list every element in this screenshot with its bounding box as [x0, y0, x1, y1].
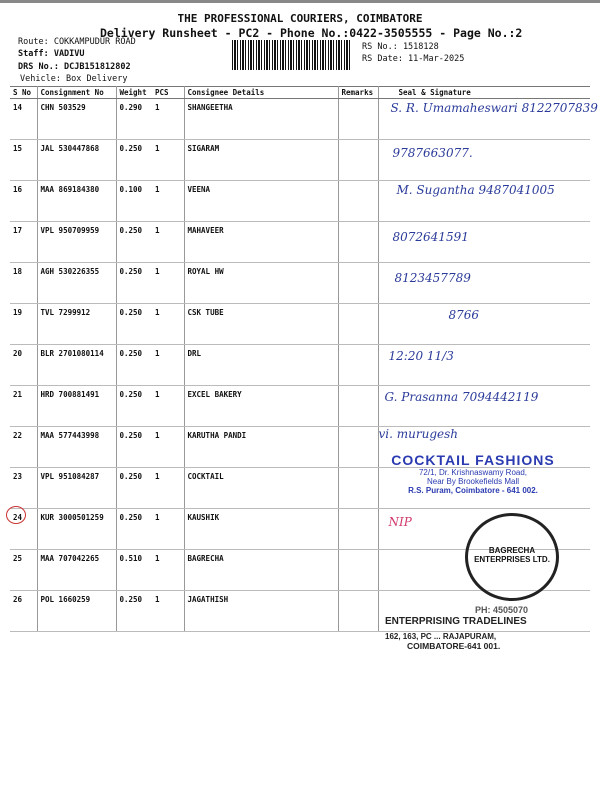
sno-cell: 24 [10, 509, 37, 550]
drs-no: DRS No.: DCJB151812802 [18, 62, 131, 72]
pcs-cell: 1 [152, 386, 184, 427]
table-row [10, 222, 590, 263]
col-seal: Seal & Signature [378, 87, 590, 99]
pcs-cell: 1 [152, 427, 184, 468]
seal-cell [378, 140, 590, 181]
stamp-address: 162, 163, PC ... RAJAPURAM, [385, 631, 497, 641]
pcs-cell: 1 [152, 509, 184, 550]
seal-cell [378, 181, 590, 222]
vehicle: Vehicle: Box Delivery [20, 74, 128, 84]
consignee-cell: KARUTHA PANDI [184, 427, 338, 468]
stamp-name: COCKTAIL FASHIONS [391, 452, 555, 468]
handwritten-signature: 9787663077. [392, 146, 473, 160]
col-sno: S No [10, 87, 37, 99]
remarks-cell [338, 468, 378, 509]
cocktail-stamp [378, 452, 568, 496]
consignment-no-cell: MAA 707042265 [37, 550, 116, 591]
remarks-cell [338, 99, 378, 140]
table-row [10, 140, 590, 181]
pcs-cell: 1 [152, 222, 184, 263]
table-row [10, 345, 590, 386]
col-consignee: Consignee Details [184, 87, 338, 99]
handwritten-signature: G. Prasanna 7094442119 [384, 390, 539, 404]
seal-cell [378, 222, 590, 263]
col-weight: Weight [116, 87, 152, 99]
sno-cell: 15 [10, 140, 37, 181]
consignee-cell: BAGRECHA [184, 550, 338, 591]
consignee-cell: SIGARAM [184, 140, 338, 181]
handwritten-signature: vi. murugesh [378, 427, 458, 441]
weight-cell: 0.250 [116, 140, 152, 181]
consignment-no-cell: JAL 530447868 [37, 140, 116, 181]
remarks-cell [338, 140, 378, 181]
consignment-no-cell: AGH 530226355 [37, 263, 116, 304]
weight-cell: 0.250 [116, 468, 152, 509]
consignment-no-cell: MAA 577443998 [37, 427, 116, 468]
pcs-cell: 1 [152, 99, 184, 140]
weight-cell: 0.100 [116, 181, 152, 222]
col-consignment: Consignment No [37, 87, 116, 99]
consignment-no-cell: VPL 950709959 [37, 222, 116, 263]
sno-cell: 26 [10, 591, 37, 632]
table-row [10, 386, 590, 427]
handwritten-circle [6, 506, 26, 524]
sno-cell: 23 [10, 468, 37, 509]
pcs-cell: 1 [152, 591, 184, 632]
remarks-cell [338, 263, 378, 304]
remarks-cell [338, 386, 378, 427]
sno-cell: 14 [10, 99, 37, 140]
stamp-address: COIMBATORE-641 001. [407, 641, 501, 652]
sno-cell: 16 [10, 181, 37, 222]
handwritten-signature: 8072641591 [392, 230, 469, 244]
consignment-no-cell: POL 1660259 [37, 591, 116, 632]
col-remarks: Remarks [338, 87, 378, 99]
weight-cell: 0.510 [116, 550, 152, 591]
weight-cell: 0.250 [116, 509, 152, 550]
pcs-cell: 1 [152, 181, 184, 222]
consignee-cell: VEENA [184, 181, 338, 222]
weight-cell: 0.250 [116, 591, 152, 632]
enterprising-stamp [385, 605, 528, 652]
consignment-no-cell: HRD 700881491 [37, 386, 116, 427]
seal-cell [378, 386, 590, 427]
remarks-cell [338, 427, 378, 468]
handwritten-signature: 8123457789 [394, 271, 471, 285]
sno-cell: 25 [10, 550, 37, 591]
remarks-cell [338, 345, 378, 386]
route: Route: COKKAMPUDUR ROAD [18, 37, 136, 47]
rs-date: RS Date: 11-Mar-2025 [362, 54, 465, 64]
pcs-cell: 1 [152, 550, 184, 591]
sno-cell: 21 [10, 386, 37, 427]
table-header [10, 87, 590, 99]
col-pcs: PCS [152, 87, 184, 99]
handwritten-signature: S. R. Umamaheswari 8122707839 [390, 101, 598, 115]
handwritten-signature: NIP [388, 515, 412, 529]
consignment-no-cell: CHN 503529 [37, 99, 116, 140]
seal-text: BAGRECHA ENTERPRISES LTD. [474, 546, 550, 564]
handwritten-signature: 8766 [448, 308, 480, 322]
consignee-cell: KAUSHIK [184, 509, 338, 550]
stamp-phone: PH: 4505070 [475, 605, 529, 615]
consignee-cell: MAHAVEER [184, 222, 338, 263]
consignment-no-cell: TVL 7299912 [37, 304, 116, 345]
weight-cell: 0.250 [116, 222, 152, 263]
sno-cell: 19 [10, 304, 37, 345]
remarks-cell [338, 509, 378, 550]
weight-cell: 0.290 [116, 99, 152, 140]
remarks-cell [338, 181, 378, 222]
stamp-address: 72/1, Dr. Krishnaswamy Road, [418, 468, 528, 478]
bagrecha-seal [465, 513, 559, 601]
rs-no: RS No.: 1518128 [362, 42, 439, 52]
sno-cell: 17 [10, 222, 37, 263]
weight-cell: 0.250 [116, 263, 152, 304]
seal-cell [378, 99, 598, 140]
consignee-cell: COCKTAIL [184, 468, 338, 509]
pcs-cell: 1 [152, 263, 184, 304]
table-row [10, 263, 590, 304]
remarks-cell [338, 222, 378, 263]
table-row [10, 181, 590, 222]
handwritten-signature: M. Sugantha 9487041005 [396, 183, 555, 197]
runsheet-title: Delivery Runsheet - PC2 - Phone No.:0422-3505555 - Page No.:2 [100, 26, 523, 40]
sno-cell: 20 [10, 345, 37, 386]
sno-cell: 18 [10, 263, 37, 304]
remarks-cell [338, 304, 378, 345]
stamp-address: R.S. Puram, Coimbatore - 641 002. [408, 486, 538, 496]
consignment-no-cell: VPL 951084287 [37, 468, 116, 509]
stamp-name: ENTERPRISING TRADELINES [385, 615, 527, 627]
handwritten-signature: 12:20 11/3 [388, 349, 454, 363]
company-name: THE PROFESSIONAL COURIERS, COIMBATORE [177, 12, 423, 25]
weight-cell: 0.250 [116, 304, 152, 345]
consignee-cell: EXCEL BAKERY [184, 386, 338, 427]
weight-cell: 0.250 [116, 345, 152, 386]
seal-cell [378, 345, 590, 386]
consignment-no-cell: BLR 2701080114 [37, 345, 116, 386]
stamp-address: Near By Brookefields Mall [426, 477, 520, 487]
table-row [10, 304, 590, 345]
weight-cell: 0.250 [116, 427, 152, 468]
consignee-cell: ROYAL HW [184, 263, 338, 304]
staff: Staff: VADIVU [18, 49, 85, 59]
barcode [232, 40, 352, 70]
seal-cell [378, 263, 590, 304]
pcs-cell: 1 [152, 140, 184, 181]
remarks-cell [338, 550, 378, 591]
pcs-cell: 1 [152, 468, 184, 509]
consignee-cell: JAGATHISH [184, 591, 338, 632]
pcs-cell: 1 [152, 304, 184, 345]
remarks-cell [338, 591, 378, 632]
consignment-no-cell: KUR 3000501259 [37, 509, 116, 550]
sno-cell: 22 [10, 427, 37, 468]
scan-edge [0, 0, 600, 3]
consignee-cell: CSK TUBE [184, 304, 338, 345]
consignment-no-cell: MAA 869184380 [37, 181, 116, 222]
pcs-cell: 1 [152, 345, 184, 386]
consignee-cell: SHANGEETHA [184, 99, 338, 140]
weight-cell: 0.250 [116, 386, 152, 427]
table-row [10, 99, 590, 140]
seal-cell [378, 304, 590, 345]
consignee-cell: DRL [184, 345, 338, 386]
